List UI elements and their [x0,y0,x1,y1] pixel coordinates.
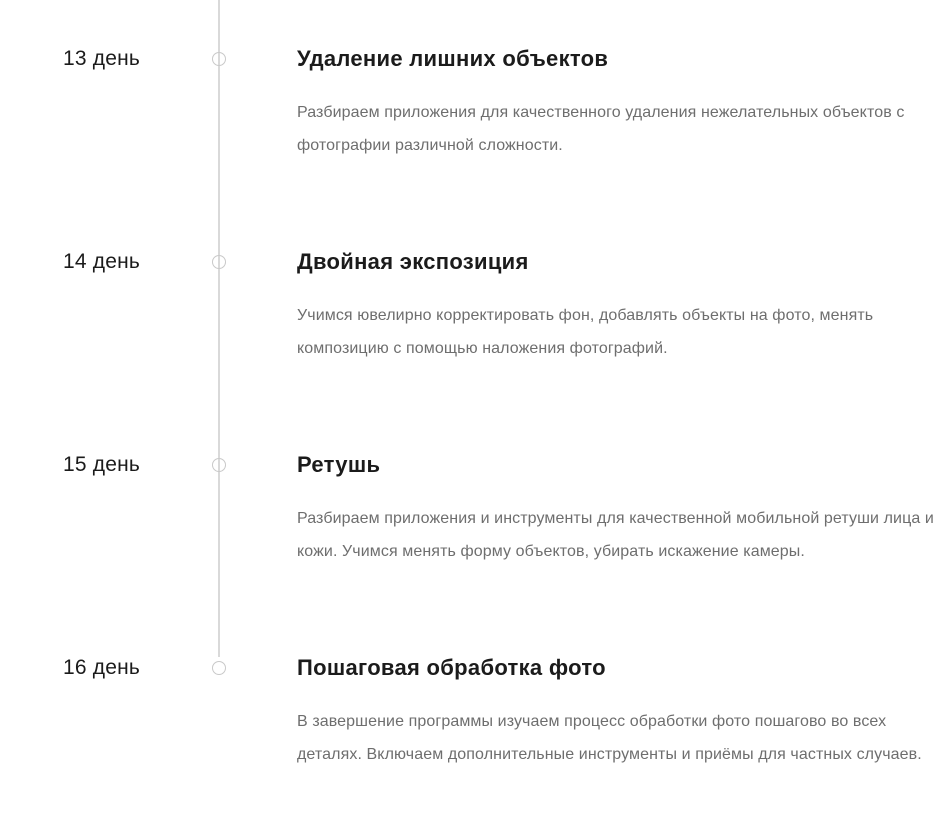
item-description-line: композицию с помощью наложения фотографий. [297,340,668,357]
item-description-line: кожи. Учимся менять форму объектов, убирать искажение камеры. [297,543,805,560]
item-title: Двойная экспозиция [297,249,529,274]
item-description [297,502,934,568]
timeline-dot-icon [212,458,226,472]
timeline-item-day-13 [0,47,950,207]
day-label: 13 день [63,47,141,70]
day-label: 16 день [63,656,141,679]
item-description [297,299,897,365]
item-description-line: Учимся ювелирно корректировать фон, добавлять объекты на фото, менять [297,307,874,324]
item-description [297,705,922,771]
item-title: Пошаговая обработка фото [297,655,606,680]
timeline-dot-icon [212,255,226,269]
timeline-dot-icon [212,661,226,675]
timeline-item-day-16 [0,656,950,816]
timeline-dot-icon [212,52,226,66]
item-description-line: Разбираем приложения для качественного удаления нежелательных объектов с [297,104,905,121]
item-description-line: фотографии различной сложности. [297,137,563,154]
item-description-line: В завершение программы изучаем процесс обработки фото пошагово во всех [297,713,887,730]
timeline-item-day-15 [0,453,950,613]
timeline-item-day-14 [0,250,950,410]
item-description-line: Разбираем приложения и инструменты для качественной мобильной ретуши лица и [297,510,934,527]
item-description-line: деталях. Включаем дополнительные инструменты и приёмы для частных случаев. [297,746,922,763]
item-description [297,96,905,162]
day-label: 14 день [63,250,141,273]
item-title: Удаление лишних объектов [297,46,609,71]
day-label: 15 день [63,453,141,476]
item-title: Ретушь [297,452,381,477]
